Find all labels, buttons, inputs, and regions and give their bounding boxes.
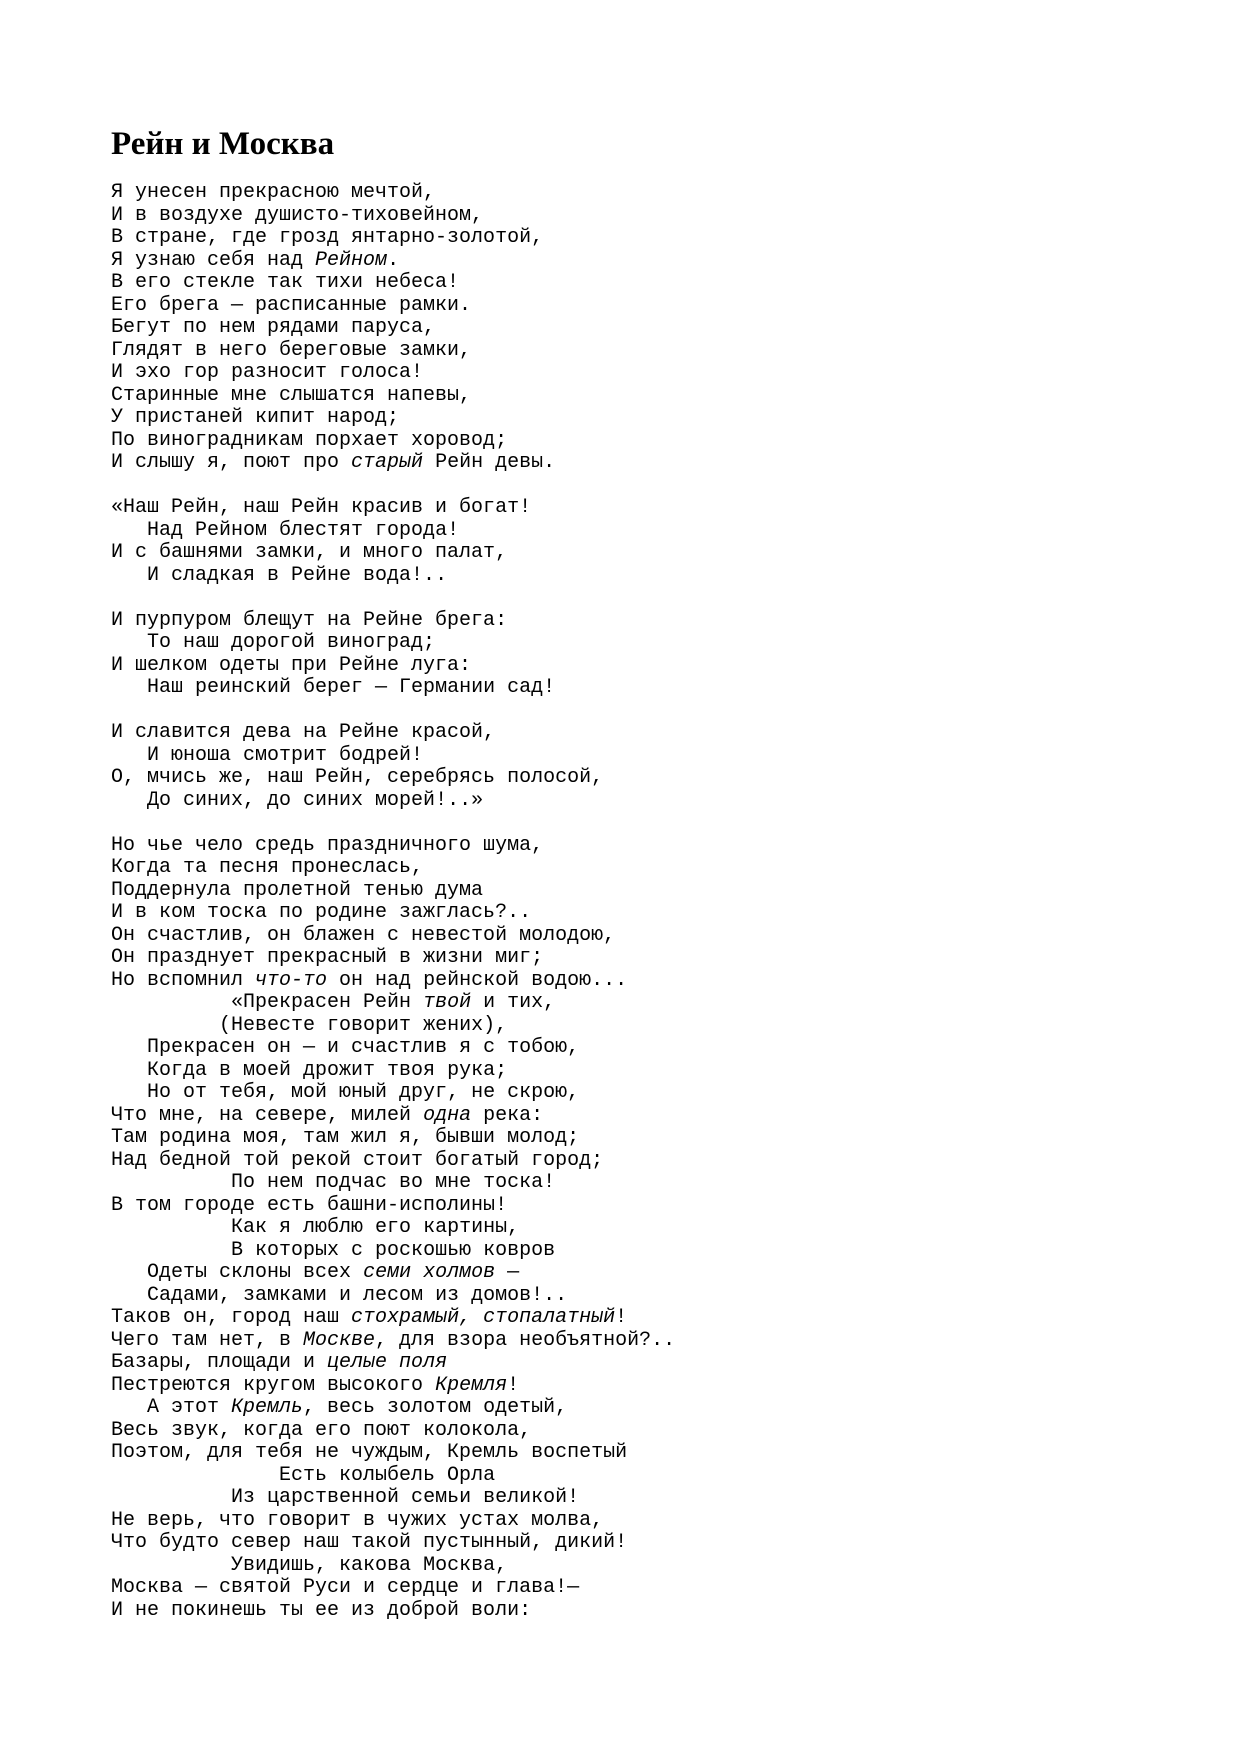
line-text: Увидишь, какова Москва, [231, 1553, 508, 1577]
poem-line [111, 925, 1171, 948]
line-text: Наш реинский берег — Германии сад! [147, 676, 556, 699]
poem-line [111, 1217, 1171, 1240]
line-text: Чего там нет, в [111, 1328, 304, 1352]
line-text: Одеты склоны всех [147, 1261, 364, 1284]
italic-text: целые поля [327, 1351, 448, 1374]
poem-line [111, 1330, 1171, 1353]
poem-line [111, 430, 1171, 453]
poem-line [111, 1307, 1171, 1330]
document-page [111, 124, 1171, 1622]
poem-line [111, 565, 1171, 588]
poem-line [111, 205, 1171, 228]
poem-line [111, 947, 1171, 970]
line-text: И шелком одеты при Рейне луга: [111, 653, 472, 677]
line-indent [111, 1014, 219, 1037]
line-text: . [387, 248, 400, 272]
line-text: ! [507, 1373, 520, 1397]
stanza-break [111, 587, 1171, 610]
line-text: Глядят в него береговые замки, [111, 338, 472, 362]
line-text: И эхо гор разносит голоса! [111, 361, 424, 384]
line-text: — [495, 1261, 520, 1284]
italic-text: стохрамый, стопалатный [351, 1306, 616, 1329]
poem-line [111, 857, 1171, 880]
line-text: «Прекрасен Рейн [231, 991, 424, 1014]
poem-line [111, 1240, 1171, 1263]
line-text: Бегут по нем рядами паруса, [111, 316, 436, 339]
line-text: (Невесте говорит жених), [219, 1013, 508, 1037]
poem-line [111, 317, 1171, 340]
line-text: Что мне, на севере, милей [111, 1103, 424, 1127]
line-text: Когда в моей дрожит твоя рука; [147, 1058, 508, 1082]
line-indent [111, 1239, 231, 1262]
line-indent [111, 1464, 279, 1487]
stanza-break [111, 812, 1171, 835]
line-text: И слышу я, поют про [111, 451, 352, 474]
line-text: То наш дорогой виноград; [147, 631, 436, 654]
poem-line [111, 407, 1171, 430]
poem-line [111, 1532, 1171, 1555]
line-text: Его брега — расписанные рамки. [111, 293, 472, 317]
poem-line [111, 182, 1171, 205]
poem-line [111, 1600, 1171, 1623]
line-text: он над рейнской водою... [327, 968, 628, 992]
line-text: Садами, замками и лесом из домов!.. [147, 1283, 568, 1307]
italic-text: что-то [255, 968, 328, 992]
poem-line [111, 295, 1171, 318]
line-text: Есть колыбель Орла [279, 1463, 496, 1487]
poem-line [111, 1487, 1171, 1510]
poem-line [111, 1150, 1171, 1173]
line-text: В которых с роскошью ковров [231, 1238, 556, 1262]
line-text: Когда та песня пронеслась, [111, 856, 424, 879]
line-text: И в воздухе душисто-тиховейном, [111, 203, 484, 227]
italic-text: твой [423, 991, 472, 1014]
poem-line [111, 880, 1171, 903]
line-text: А этот [147, 1396, 232, 1419]
line-text: И юноша смотрит бодрей! [147, 743, 424, 767]
poem-line [111, 1015, 1171, 1038]
italic-text: одна [423, 1103, 472, 1127]
poem-line [111, 970, 1171, 993]
poem-line [111, 1195, 1171, 1218]
poem-line [111, 1375, 1171, 1398]
poem-line [111, 1397, 1171, 1420]
poem-line [111, 1060, 1171, 1083]
line-indent [111, 1059, 147, 1082]
poem-line [111, 452, 1171, 475]
poem-line [111, 340, 1171, 363]
italic-text: Рейном [315, 248, 388, 272]
line-indent [111, 1261, 147, 1284]
poem-line [111, 1082, 1171, 1105]
line-indent [111, 676, 147, 699]
poem-line [111, 835, 1171, 858]
poem-line [111, 1037, 1171, 1060]
poem-line [111, 1127, 1171, 1150]
line-text: Там родина моя, там жил я, бывши молод; [111, 1126, 580, 1149]
poem-line [111, 745, 1171, 768]
italic-text: старый [351, 451, 424, 474]
line-text: Поэтом, для тебя не чуждым, Кремль воспетый [111, 1441, 628, 1464]
italic-text: Кремля [435, 1373, 508, 1397]
line-text: По нем подчас во мне тоска! [231, 1171, 556, 1194]
poem-line [111, 1420, 1171, 1443]
line-indent [111, 1486, 231, 1509]
line-text: По виноградникам порхает хоровод; [111, 428, 508, 452]
poem-line [111, 632, 1171, 655]
line-indent [111, 1216, 231, 1239]
stanza-break [111, 475, 1171, 498]
line-text: Не верь, что говорит в чужих устах молва, [111, 1508, 604, 1532]
poem-line [111, 1172, 1171, 1195]
line-indent [111, 1396, 147, 1419]
line-indent [111, 991, 231, 1014]
line-text: Но вспомнил [111, 968, 256, 992]
line-text: Из царственной семьи великой! [231, 1486, 580, 1509]
italic-text: семи холмов [363, 1261, 496, 1284]
line-text: Таков он, город наш [111, 1306, 352, 1329]
poem-line [111, 722, 1171, 745]
line-text: Базары, площади и [111, 1351, 328, 1374]
line-text: Но чье чело средь праздничного шума, [111, 833, 544, 857]
line-text: Прекрасен он — и счастлив я с тобою, [147, 1036, 580, 1059]
line-text: Над бедной той рекой стоит богатый город; [111, 1148, 604, 1172]
poem-line [111, 1285, 1171, 1308]
line-text: Старинные мне слышатся напевы, [111, 383, 472, 407]
line-text: река: [471, 1103, 544, 1127]
line-text: Он празднует прекрасный в жизни миг; [111, 946, 544, 969]
page-title: Рейн и Москва [111, 126, 335, 162]
line-text: Над Рейном блестят города! [147, 518, 460, 542]
line-indent [111, 564, 147, 587]
poem-line [111, 362, 1171, 385]
line-indent [111, 1081, 147, 1104]
poem-line [111, 1442, 1171, 1465]
line-indent [111, 1171, 231, 1194]
line-text: Я узнаю себя над [111, 248, 316, 272]
line-text: Но от тебя, мой юный друг, не скрою, [147, 1081, 580, 1104]
line-indent [111, 1284, 147, 1307]
poem-line [111, 1577, 1171, 1600]
poem-line [111, 655, 1171, 678]
line-text: Весь звук, когда его поют колокола, [111, 1418, 532, 1442]
italic-text: Кремль [231, 1396, 304, 1419]
line-text: Что будто север наш такой пустынный, дикий! [111, 1531, 628, 1554]
line-text: У пристаней кипит народ; [111, 406, 400, 429]
poem-line [111, 272, 1171, 295]
poem-line [111, 497, 1171, 520]
line-text: И не покинешь ты ее из доброй воли: [111, 1598, 532, 1622]
poem-line [111, 767, 1171, 790]
line-text: В его стекле так тихи небеса! [111, 271, 460, 294]
poem-line [111, 1352, 1171, 1375]
italic-text: Москве [303, 1328, 376, 1352]
poem-line [111, 250, 1171, 273]
poem-line [111, 1262, 1171, 1285]
poem-line [111, 520, 1171, 543]
line-indent [111, 789, 147, 812]
line-indent [111, 1036, 147, 1059]
line-text: и тих, [471, 991, 556, 1014]
poem-line [111, 677, 1171, 700]
poem-body [111, 182, 1171, 1622]
line-text: Он счастлив, он блажен с невестой молодою, [111, 923, 616, 947]
line-text: Москва — святой Руси и сердце и глава!— [111, 1576, 580, 1599]
stanza-break [111, 700, 1171, 723]
line-text: Пестреются кругом высокого [111, 1373, 436, 1397]
line-text: «Наш Рейн, наш Рейн красив и богат! [111, 496, 532, 519]
line-text: До синих, до синих морей!..» [147, 788, 484, 812]
poem-line [111, 227, 1171, 250]
line-text: Как я люблю его картины, [231, 1216, 520, 1239]
poem-line [111, 902, 1171, 925]
line-text: Рейн девы. [423, 451, 556, 474]
line-text: , для взора необъятной?.. [375, 1328, 676, 1352]
line-indent [111, 519, 147, 542]
poem-line [111, 992, 1171, 1015]
poem-line [111, 1555, 1171, 1578]
line-text: И с башнями замки, и много палат, [111, 541, 508, 564]
line-indent [111, 631, 147, 654]
line-text: Поддернула пролетной тенью дума [111, 878, 484, 902]
poem-line [111, 1465, 1171, 1488]
line-text: И славится дева на Рейне красой, [111, 721, 496, 744]
poem-line [111, 610, 1171, 633]
poem-line [111, 1105, 1171, 1128]
line-text: ! [615, 1306, 628, 1329]
line-text: И в ком тоска по родине зажглась?.. [111, 901, 532, 924]
line-indent [111, 1554, 231, 1577]
line-text: В стране, где грозд янтарно-золотой, [111, 226, 544, 249]
line-text: , весь золотом одетый, [303, 1396, 568, 1419]
line-text: И сладкая в Рейне вода!.. [147, 563, 448, 587]
line-text: О, мчись же, наш Рейн, серебрясь полосой, [111, 766, 604, 789]
line-text: В том городе есть башни-исполины! [111, 1193, 508, 1217]
poem-line [111, 385, 1171, 408]
poem-line [111, 1510, 1171, 1533]
line-indent [111, 744, 147, 767]
line-text: Я унесен прекрасною мечтой, [111, 181, 436, 204]
poem-line [111, 542, 1171, 565]
line-text: И пурпуром блещут на Рейне брега: [111, 608, 508, 632]
poem-line [111, 790, 1171, 813]
